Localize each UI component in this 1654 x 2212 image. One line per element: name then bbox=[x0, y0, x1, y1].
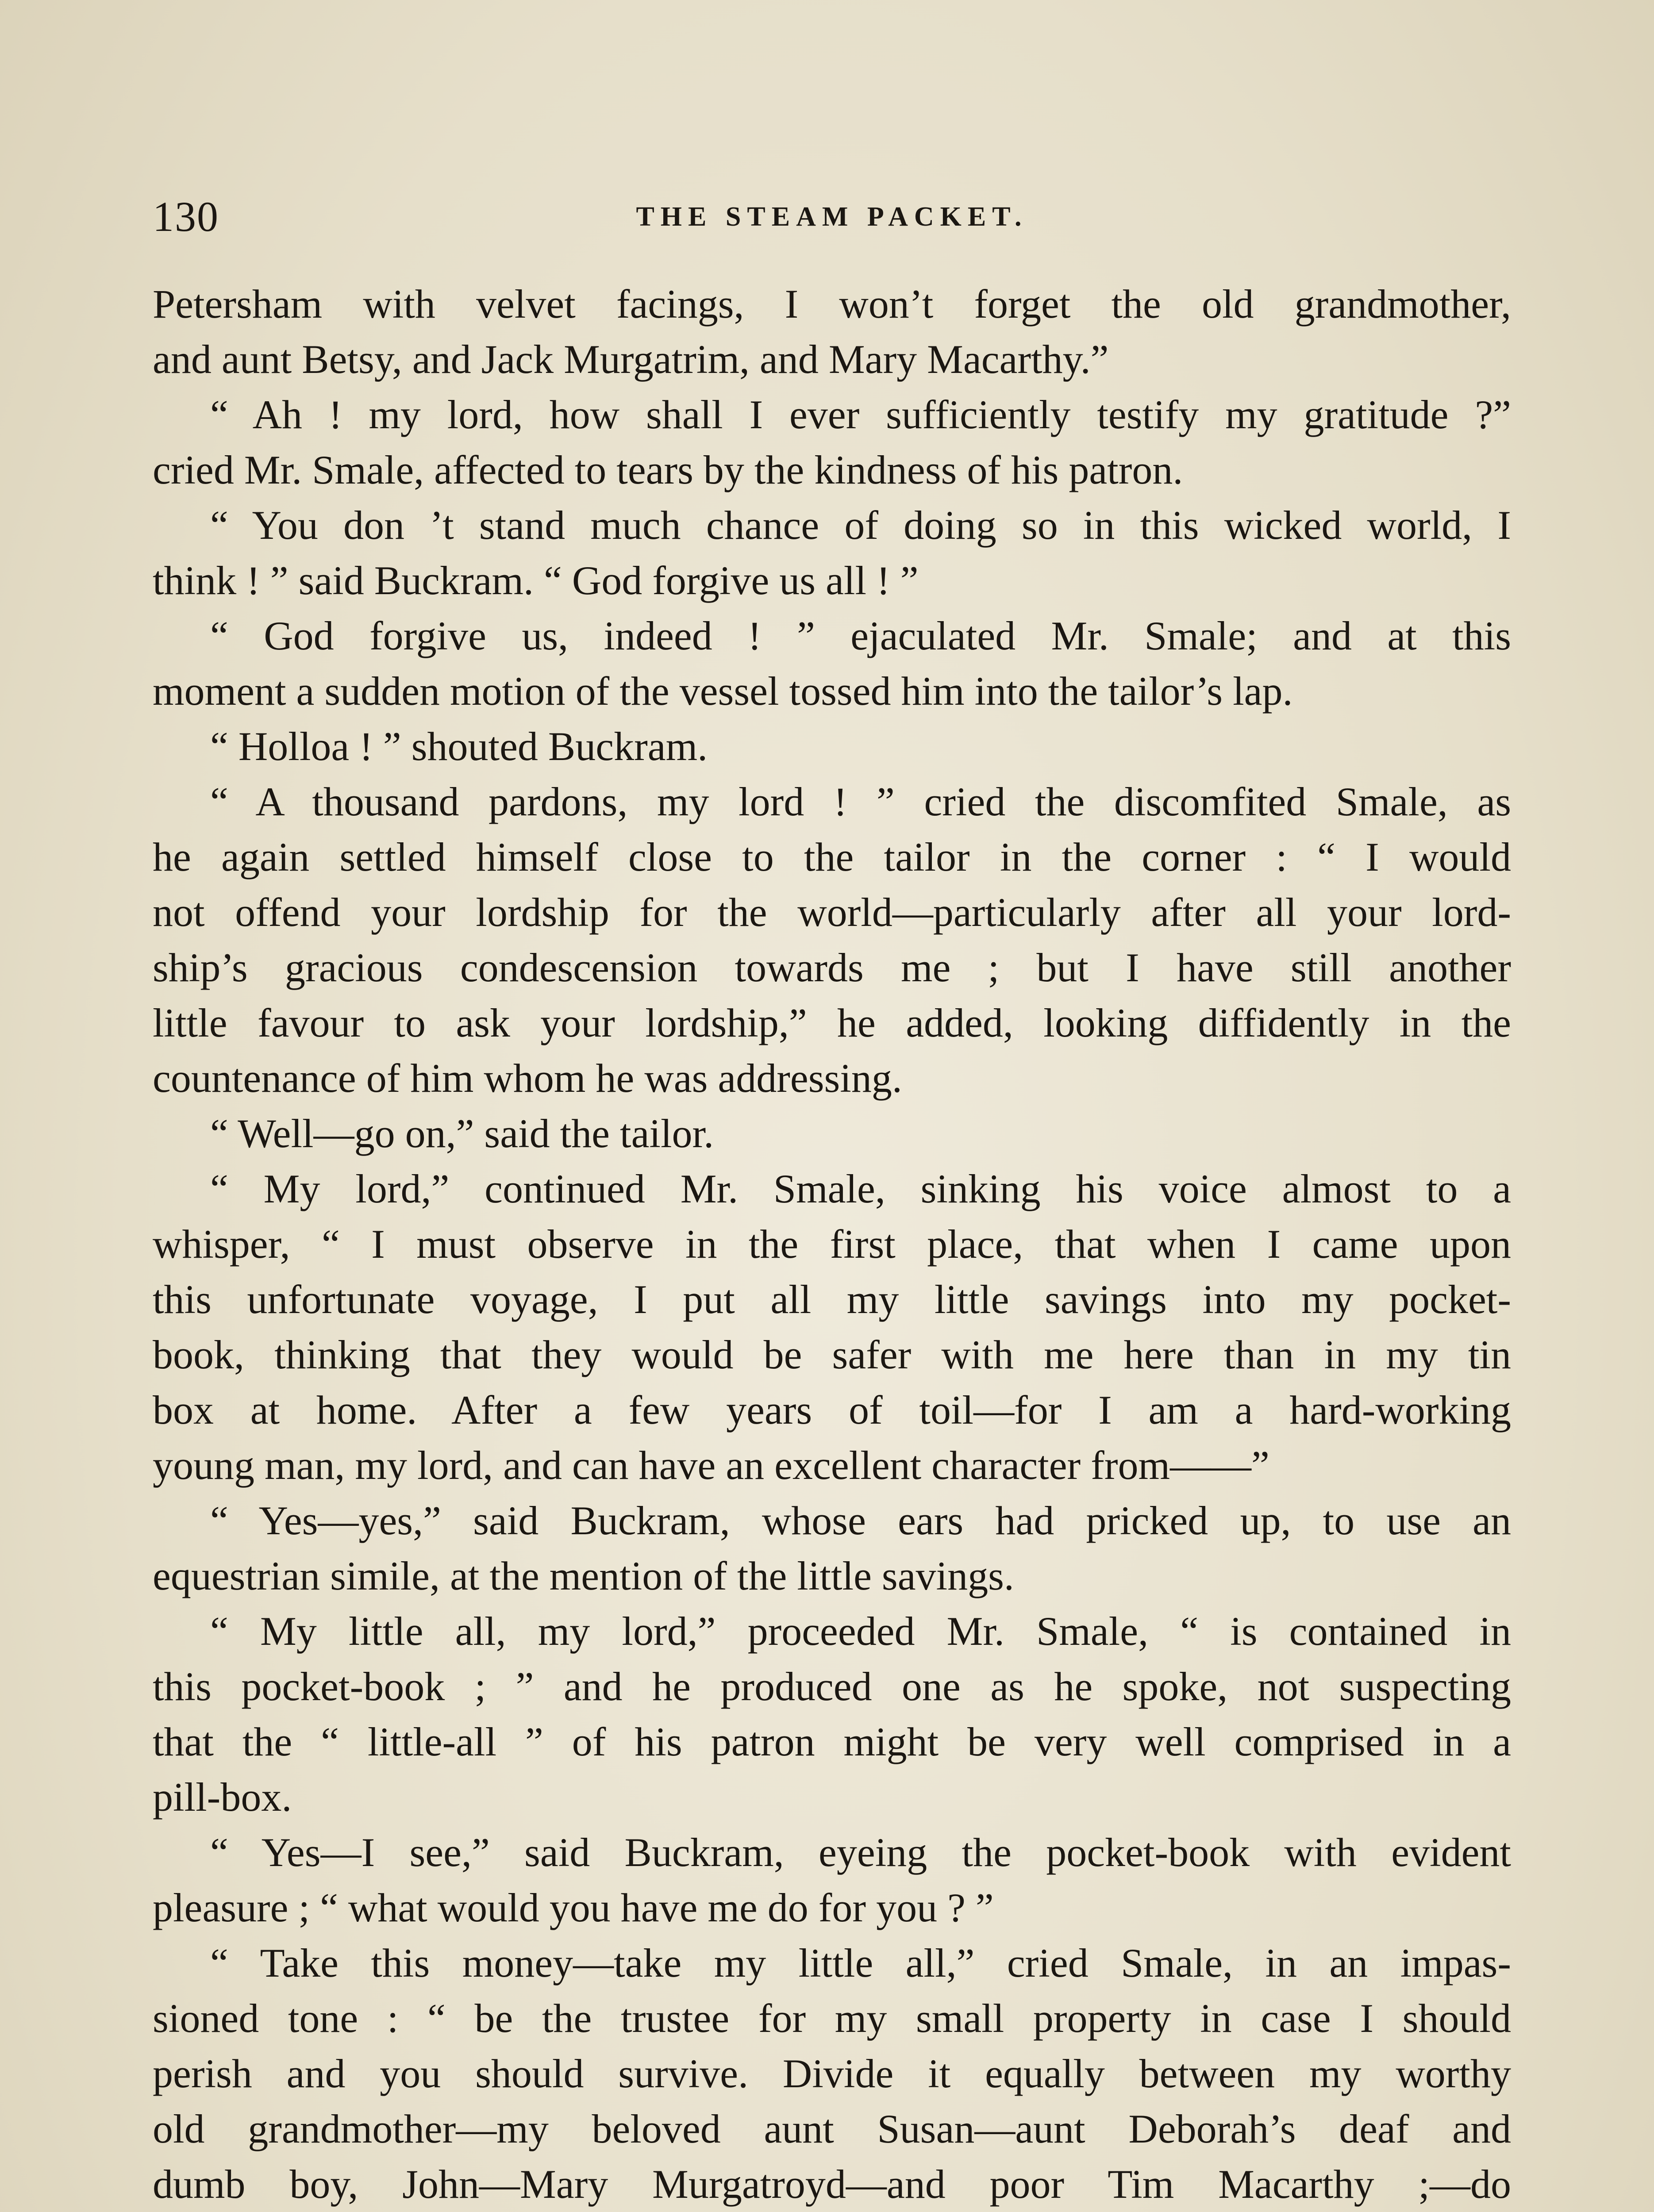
text-line: little favour to ask your lordship,” he added, looking diffidently in the bbox=[153, 1000, 1511, 1045]
text-line: “ Yes—yes,” said Buckram, whose ears had pricked up, to use an bbox=[210, 1498, 1511, 1543]
text-line: whisper, “ I must observe in the first place, that when I came upon bbox=[153, 1221, 1511, 1267]
body-text bbox=[153, 276, 1511, 2212]
text-line: “ Yes—I see,” said Buckram, eyeing the pocket-book with evident bbox=[210, 1830, 1511, 1875]
text-line: book, thinking that they would be safer with me here than in my tin bbox=[153, 1332, 1511, 1377]
text-line: old grandmother—my beloved aunt Susan—aunt Deborah’s deaf and bbox=[153, 2106, 1511, 2151]
text-line: box at home. After a few years of toil—for I am a hard-working bbox=[153, 1387, 1511, 1432]
text-line: Petersham with velvet facings, I won’t forget the old grandmother, bbox=[153, 281, 1511, 326]
text-line: sioned tone : “ be the trustee for my small property in case I should bbox=[153, 1996, 1511, 2041]
text-line: countenance of him whom he was addressing. bbox=[153, 1056, 902, 1101]
text-line: think ! ” said Buckram. “ God forgive us all ! ” bbox=[153, 558, 919, 603]
text-line: this pocket-book ; ” and he produced one as he spoke, not suspecting bbox=[153, 1664, 1511, 1709]
text-line: young man, my lord, and can have an excellent character from——” bbox=[153, 1443, 1269, 1488]
running-head: THE STEAM PACKET. bbox=[636, 202, 1028, 232]
text-line: moment a sudden motion of the vessel tossed him into the tailor’s lap. bbox=[153, 668, 1293, 714]
text-line: and aunt Betsy, and Jack Murgatrim, and Mary Macarthy.” bbox=[153, 337, 1109, 382]
text-line: pleasure ; “ what would you have me do for you ? ” bbox=[153, 1885, 994, 1930]
text-line: equestrian simile, at the mention of the little savings. bbox=[153, 1553, 1014, 1598]
text-line: ship’s gracious condescension towards me ; but I have still another bbox=[153, 945, 1511, 990]
text-line: “ A thousand pardons, my lord ! ” cried the discomfited Smale, as bbox=[210, 779, 1511, 824]
text-line: dumb boy, John—Mary Murgatroyd—and poor Tim Macarthy ;—do bbox=[153, 2162, 1511, 2207]
text-line: “ Holloa ! ” shouted Buckram. bbox=[210, 724, 708, 769]
text-line: perish and you should survive. Divide it equally between my worthy bbox=[153, 2051, 1511, 2096]
text-line: “ Well—go on,” said the tailor. bbox=[210, 1111, 714, 1156]
text-line: pill-box. bbox=[153, 1774, 292, 1820]
text-line: not offend your lordship for the world—particularly after all your lord- bbox=[153, 890, 1511, 935]
text-line: that the “ little-all ” of his patron might be very well comprised in a bbox=[153, 1719, 1511, 1764]
text-line: “ My lord,” continued Mr. Smale, sinking his voice almost to a bbox=[210, 1166, 1511, 1211]
text-line: “ Ah ! my lord, how shall I ever sufficiently testify my gratitude ?” bbox=[210, 392, 1511, 437]
text-line: this unfortunate voyage, I put all my little savings into my pocket- bbox=[153, 1277, 1511, 1322]
text-line: “ You don ’t stand much chance of doing so in this wicked world, I bbox=[210, 503, 1511, 548]
page-header bbox=[153, 186, 1511, 248]
text-line: “ God forgive us, indeed ! ” ejaculated Mr. Smale; and at this bbox=[210, 613, 1511, 658]
text-line: cried Mr. Smale, affected to tears by the kindness of his patron. bbox=[153, 447, 1183, 492]
page-number: 130 bbox=[153, 193, 219, 240]
text-line: “ Take this money—take my little all,” cried Smale, in an impas- bbox=[210, 1940, 1511, 1985]
text-line: he again settled himself close to the tailor in the corner : “ I would bbox=[153, 834, 1511, 879]
text-line: “ My little all, my lord,” proceeded Mr. Smale, “ is contained in bbox=[210, 1609, 1511, 1654]
